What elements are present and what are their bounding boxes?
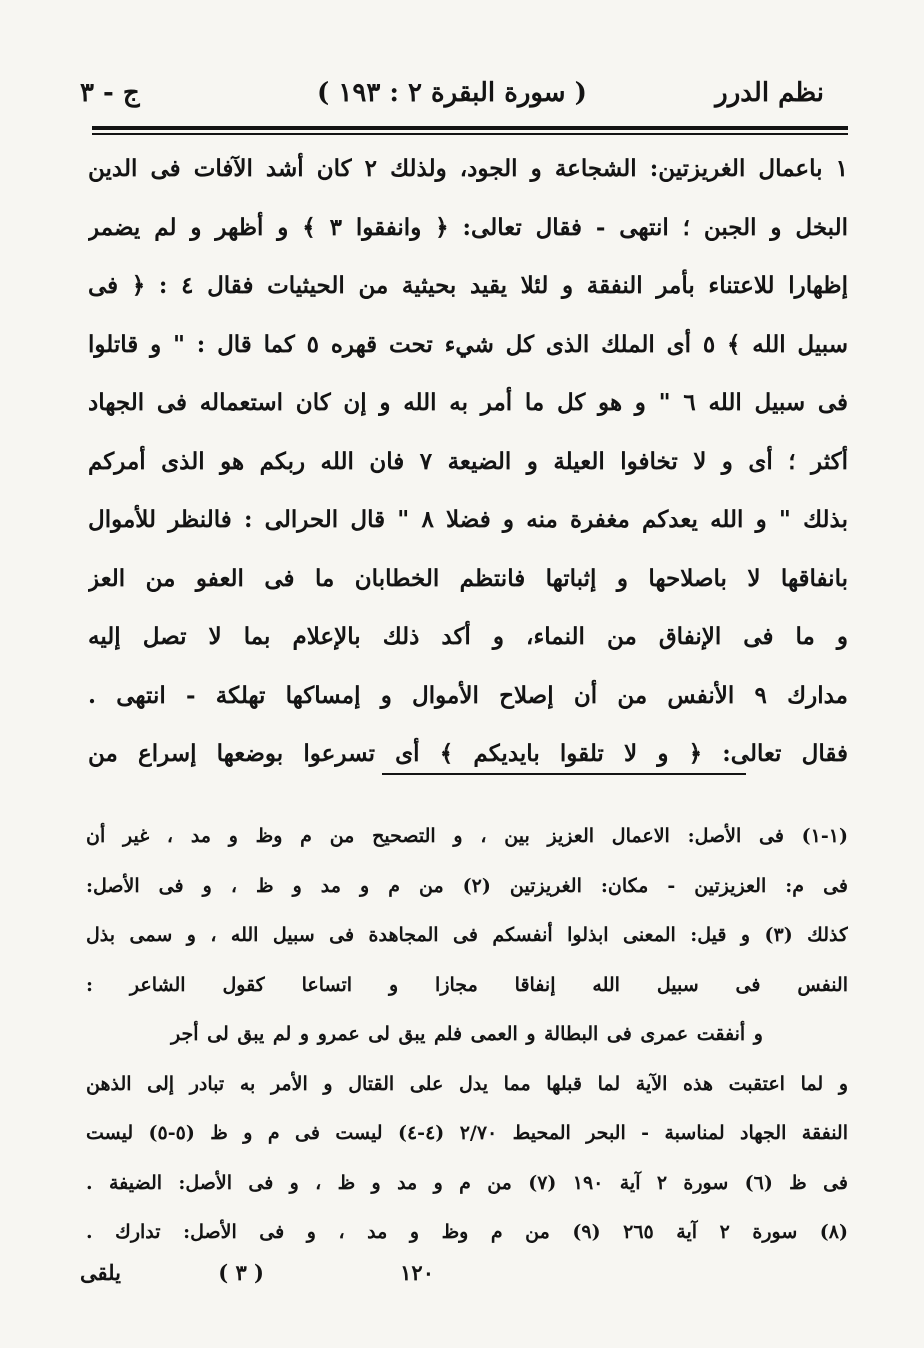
footnote-line: (٨) سورة ٢ آية ٢٦٥ (٩) من م وظ و مد ، و فى الأصل: تدارك . [86, 1221, 848, 1243]
text-line: بانفاقها لا باصلاحها و إثباتها فانتظم الخطابان ما فى العفو من العز [88, 564, 848, 592]
text-line: إظهارا للاعتناء بأمر النفقة و لئلا يقيد بحيثية من الحيثيات فقال ٤ : ﴿ فى [88, 272, 848, 299]
page-number: ١٢٠ [400, 1260, 434, 1285]
running-header [80, 78, 824, 118]
text-line: مدارك ٩ الأنفس من أن إصلاح الأموال و إمساكها تهلكة - انتهى . [88, 681, 848, 709]
footnote-line: كذلك (٣) و قيل: المعنى ابذلوا أنفسكم فى المجاهدة فى سبيل الله ، و سمى بذل [86, 924, 848, 946]
text-line: ١ باعمال الغريزتين: الشجاعة و الجود، ولذلك ٢ كان أشد الآفات فى الدين [88, 155, 848, 182]
book-title: نظم الدرر [715, 78, 824, 108]
main-text [88, 140, 848, 784]
footnote-line: فى م: العزيزتين - مكان: الغريزتين (٢) من م و مد و ظ ، و فى الأصل: [86, 874, 848, 897]
page-footer [80, 1260, 824, 1296]
footnote-line: النفس فى سبيل الله إنفاقا مجازا و اتساعا كقول الشاعر : [86, 973, 848, 996]
text-line: البخل و الجبن ؛ انتهى - فقال تعالى: ﴿ وانفقوا ٣ ﴾ و أظهر و لم يضمر [88, 213, 848, 241]
footnotes [86, 812, 848, 1258]
catchword: يلقى [80, 1260, 121, 1285]
text-line: سبيل الله ﴾ ٥ أى الملك الذى كل شيء تحت قهره ٥ كما قال : " و قاتلوا [88, 330, 848, 358]
footnote-separator [382, 773, 746, 775]
footnote-line: فى ظ (٦) سورة ٢ آية ١٩٠ (٧) من م و مد و ظ ، و فى الأصل: الضيفة . [86, 1171, 848, 1194]
header-rule-thin [92, 133, 848, 135]
volume-label: ج - ٣ [80, 78, 140, 108]
poetry-verse: و أنفقت عمرى فى البطالة و العمى فلم يبق لى عمرو و لم يبق لى أجر [171, 1023, 763, 1045]
text-line: و ما فى الإنفاق من النماء، و أكد ذلك بالإعلام بما لا تصل إليه [88, 623, 848, 650]
text-line: فى سبيل الله ٦ " و هو كل ما أمر به الله و إن كان استعماله فى الجهاد [88, 389, 848, 416]
footnote-line: و لما اعتقبت هذه الآية لما قبلها مما يدل على القتال و الأمر به تبادر إلى الذهن [86, 1072, 848, 1095]
text-line: فقال تعالى: ﴿ و لا تلقوا بايديكم ﴾ أى تسرعوا بوضعها إسراع من [88, 740, 848, 767]
header-rule-thick [92, 126, 848, 130]
footnote-line: النفقة الجهاد لمناسبة - البحر المحيط ٢/٧٠ (٤-٤) ليست فى م و ظ (٥-٥) ليست [86, 1122, 848, 1144]
signature-mark: ( ٣ ) [218, 1260, 264, 1285]
text-line: بذلك " و الله يعدكم مغفرة منه و فضلا ٨ " قال الحرالى : فالنظر للأموال [88, 506, 848, 533]
text-line: أكثر ؛ أى و لا تخافوا العيلة و الضيعة ٧ فان الله ربكم هو الذى أمركم [88, 447, 848, 475]
surah-reference: ( سورة البقرة ٢ : ١٩٣ ) [317, 78, 587, 108]
footnote-line: (١-١) فى الأصل: الاعمال العزيز بين ، و التصحيح من م وظ و مد ، غير أن [86, 825, 848, 847]
